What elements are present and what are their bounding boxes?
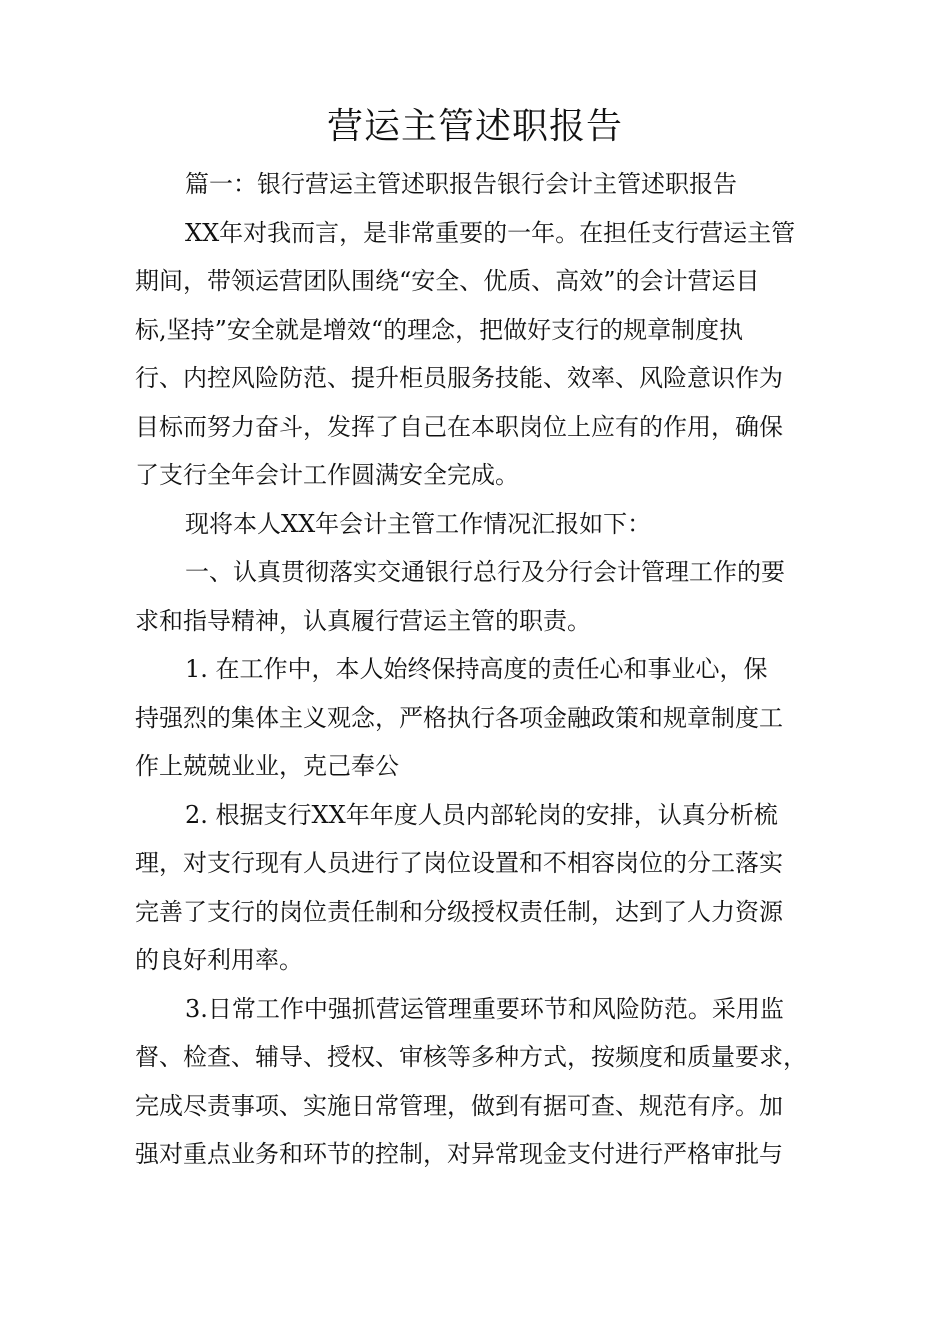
text-line: 了支行全年会计工作圆满安全完成。 xyxy=(135,461,519,489)
text-line: 期间，带领运营团队围绕“安全、优质、高效”的会计营运目 xyxy=(135,267,760,295)
paragraph-2 xyxy=(135,209,830,500)
text-line: 一、认真贯彻落实交通银行总行及分行会计管理工作的要 xyxy=(185,558,785,586)
paragraph-4 xyxy=(135,548,830,645)
text-line: 理，对支行现有人员进行了岗位设置和不相容岗位的分工落实 xyxy=(135,849,783,877)
text-line: 督、检查、辅导、授权、审核等多种方式，按频度和质量要求， xyxy=(135,1043,807,1071)
text-line: 完成尽责事项、实施日常管理，做到有据可查、规范有序。加 xyxy=(135,1091,783,1120)
text-line: 现将本人XX年会计主管工作情况汇报如下： xyxy=(185,509,652,538)
paragraph-5 xyxy=(135,645,830,791)
document-title: 营运主管述职报告 xyxy=(326,106,623,147)
text-line: 2. 根据支行XX年年度人员内部轮岗的安排，认真分析梳 xyxy=(185,800,778,829)
text-line: 作上兢兢业业，克己奉公 xyxy=(135,752,399,780)
document-body xyxy=(135,160,830,1179)
text-line: 篇一：银行营运主管述职报告银行会计主管述职报告 xyxy=(185,170,737,198)
text-line: 完善了支行的岗位责任制和分级授权责任制，达到了人力资源 xyxy=(135,897,783,926)
text-line: 3.日常工作中强抓营运管理重要环节和风险防范。采用监 xyxy=(185,994,784,1023)
text-line: 的良好利用率。 xyxy=(135,946,303,974)
text-line: XX年对我而言，是非常重要的一年。在担任支行营运主管 xyxy=(185,218,796,247)
text-line: 求和指导精神，认真履行营运主管的职责。 xyxy=(135,606,591,635)
paragraph-6 xyxy=(135,791,830,985)
paragraph-7 xyxy=(135,985,830,1179)
text-line: 标,坚持”安全就是增效“的理念，把做好支行的规章制度执 xyxy=(135,315,744,344)
paragraph-1 xyxy=(135,160,830,209)
text-line: 强对重点业务和环节的控制，对异常现金支付进行严格审批与 xyxy=(135,1140,783,1168)
text-line: 行、内控风险防范、提升柜员服务技能、效率、风险意识作为 xyxy=(135,364,783,392)
paragraph-3 xyxy=(135,500,830,549)
text-line: 持强烈的集体主义观念，严格执行各项金融政策和规章制度工 xyxy=(135,703,783,732)
text-line: 目标而努力奋斗，发挥了自己在本职岗位上应有的作用，确保 xyxy=(135,412,783,441)
text-line: 1. 在工作中，本人始终保持高度的责任心和事业心，保 xyxy=(185,655,768,683)
